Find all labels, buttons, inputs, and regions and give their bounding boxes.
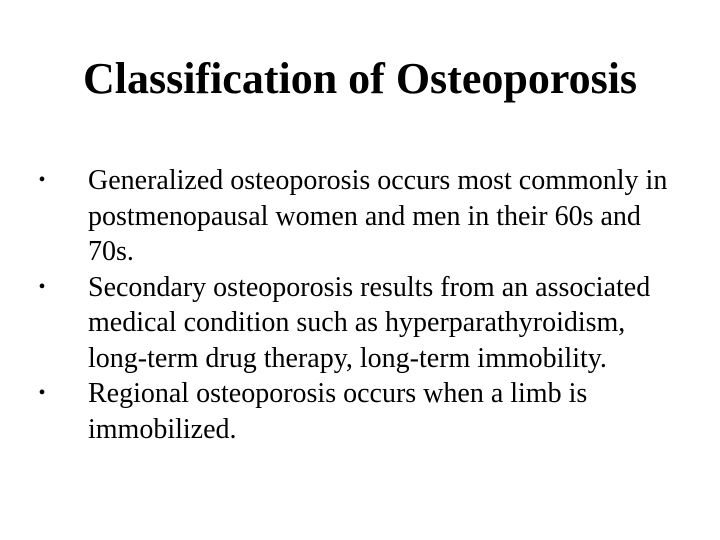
bullet-icon: • xyxy=(38,382,46,404)
bullet-text: Secondary osteoporosis results from an associated medical condition such as hyperparathyroidism, long-term drug therapy, long-term immobility. xyxy=(88,271,651,374)
bullet-icon: • xyxy=(38,169,46,191)
slide-title: Classification of Osteoporosis xyxy=(82,54,638,103)
bullet-item-secondary xyxy=(32,270,682,377)
bullet-list xyxy=(32,163,682,447)
bullet-item-regional xyxy=(32,376,682,447)
bullet-text: Generalized osteoporosis occurs most commonly in postmenopausal women and men in their 60s and 70s. xyxy=(88,165,668,267)
bullet-item-generalized xyxy=(32,163,682,270)
bullet-icon: • xyxy=(38,275,46,298)
bullet-text: Regional osteoporosis occurs when a limb is immobilized. xyxy=(88,378,588,445)
